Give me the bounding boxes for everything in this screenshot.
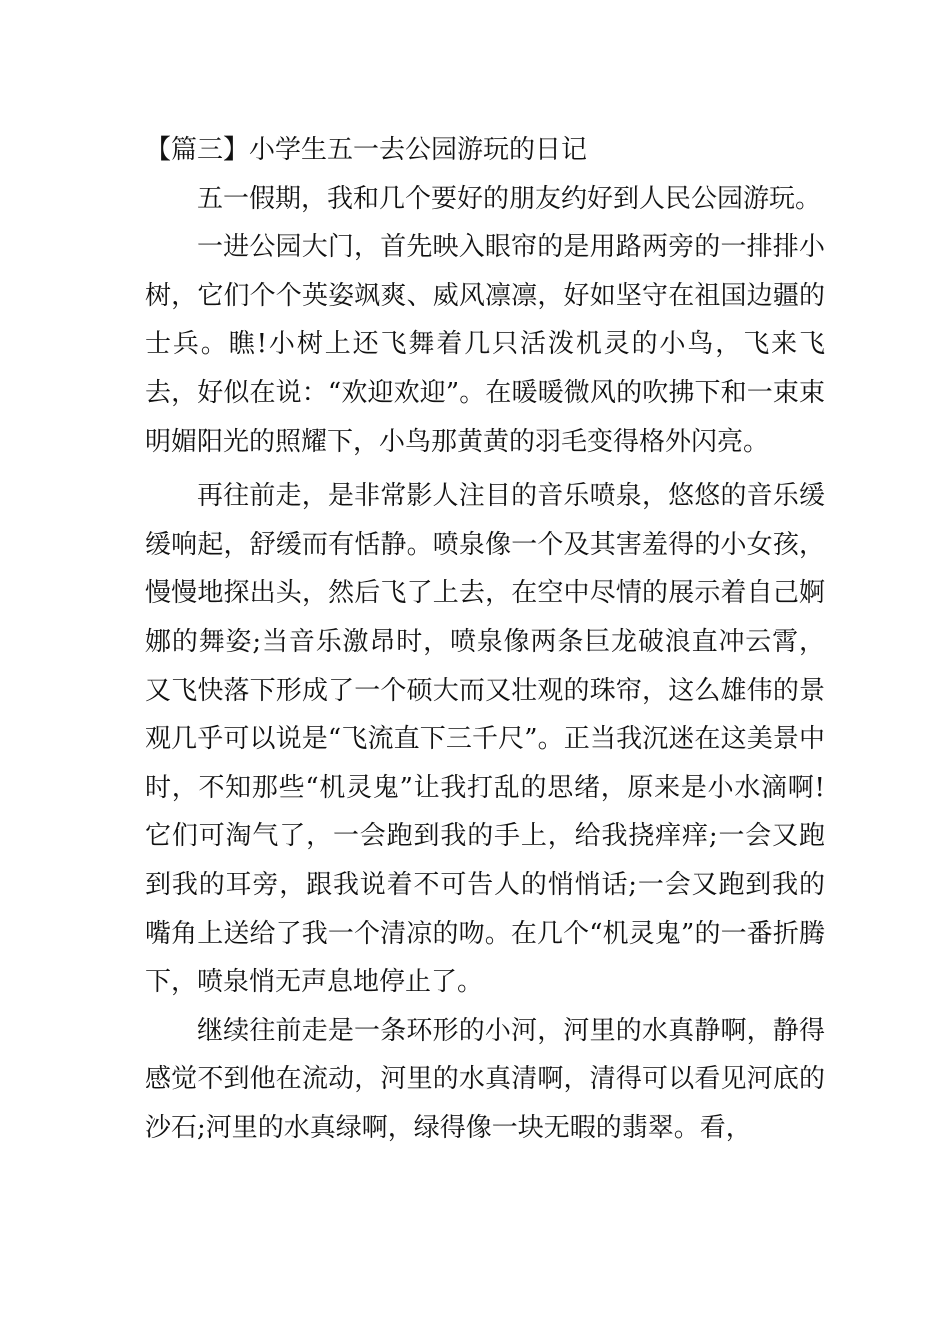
paragraph-fountain: 再往前走，是非常影人注目的音乐喷泉，悠悠的音乐缓缓响起，舒缓而有恬静。喷泉像一个及其害羞得的小女孩，慢慢地探出头，然后飞了上去，在空中尽情的展示着自己婀娜的舞姿;当音乐激昂时，喷泉像两条巨龙破浪直冲云霄，又飞快落下形成了一个硕大而又壮观的珠帘，这么雄伟的景观几乎可以说是“飞流直下三千尺”。正当我沉迷在这美景中时，不知那些“机灵鬼”让我打乱的思绪，原来是小水滴啊!它们可淘气了，一会跑到我的手上，给我挠痒痒;一会又跑到我的耳旁，跟我说着不可告人的悄悄话;一会又跑到我的嘴角上送给了我一个清凉的吻。在几个“机灵鬼”的一番折腾下，喷泉悄无声息地停止了。 xyxy=(145,481,825,998)
paragraph-trees-birds: 一进公园大门，首先映入眼帘的是用路两旁的一排排小树，它们个个英姿飒爽、威风凛凛，好如坚守在祖国边疆的士兵。瞧!小树上还飞舞着几只活泼机灵的小鸟，飞来飞去，好似在说：“欢迎欢迎”。在暖暖微风的吹拂下和一束束明媚阳光的照耀下，小鸟那黄黄的羽毛变得格外闪亮。 xyxy=(145,232,825,457)
paragraph-intro: 五一假期，我和几个要好的朋友约好到人民公园游玩。 xyxy=(197,183,822,214)
document-body xyxy=(145,126,825,1152)
paragraph-river: 继续往前走是一条环形的小河，河里的水真静啊，静得感觉不到他在流动，河里的水真清啊，清得可以看见河底的沙石;河里的水真绿啊，绿得像一块无暇的翡翠。看， xyxy=(145,1015,825,1143)
document-title: 【篇三】小学生五一去公园游玩的日记 xyxy=(145,135,588,165)
